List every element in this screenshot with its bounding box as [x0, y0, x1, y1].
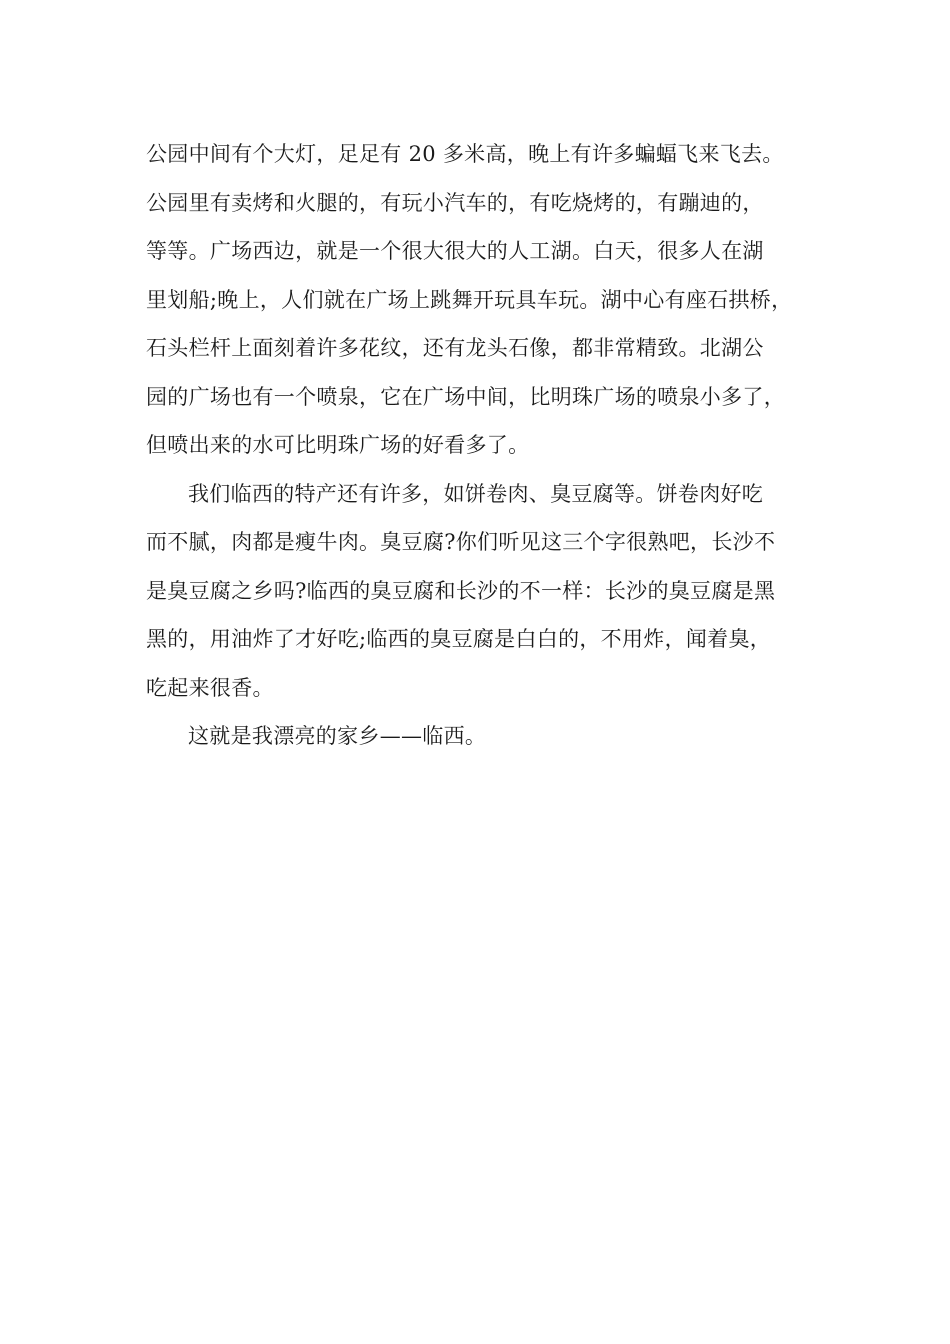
text-line: 公园中间有个大灯，足足有 20 多米高，晚上有许多蝙蝠飞来飞去。	[146, 142, 784, 166]
text-line: 吃起来很香。	[146, 675, 274, 700]
text-line: 石头栏杆上面刻着许多花纹，还有龙头石像，都非常精致。北湖公	[146, 336, 764, 360]
text-line: 黑的，用油炸了才好吃;临西的臭豆腐是白白的，不用炸，闻着臭，	[146, 627, 772, 651]
text-line: 园的广场也有一个喷泉，它在广场中间，比明珠广场的喷泉小多了，	[146, 384, 785, 409]
text-line: 等等。广场西边，就是一个很大很大的人工湖。白天，很多人在湖	[146, 239, 764, 263]
text-line-paragraph-start: 我们临西的特产还有许多，如饼卷肉、臭豆腐等。饼卷肉好吃	[188, 481, 764, 506]
text-line-paragraph-start: 这就是我漂亮的家乡——临西。	[188, 724, 487, 748]
text-line: 里划船;晚上，人们就在广场上跳舞开玩具车玩。湖中心有座石拱桥，	[146, 287, 793, 312]
text-line: 但喷出来的水可比明珠广场的好看多了。	[146, 433, 530, 457]
body-text	[146, 130, 826, 761]
text-line: 是臭豆腐之乡吗?临西的臭豆腐和长沙的不一样：长沙的臭豆腐是黑	[146, 578, 776, 603]
text-line: 公园里有卖烤和火腿的，有玩小汽车的，有吃烧烤的，有蹦迪的，	[146, 190, 764, 215]
text-line: 而不腻，肉都是瘦牛肉。臭豆腐?你们听见这三个字很熟吧，长沙不	[146, 530, 776, 554]
